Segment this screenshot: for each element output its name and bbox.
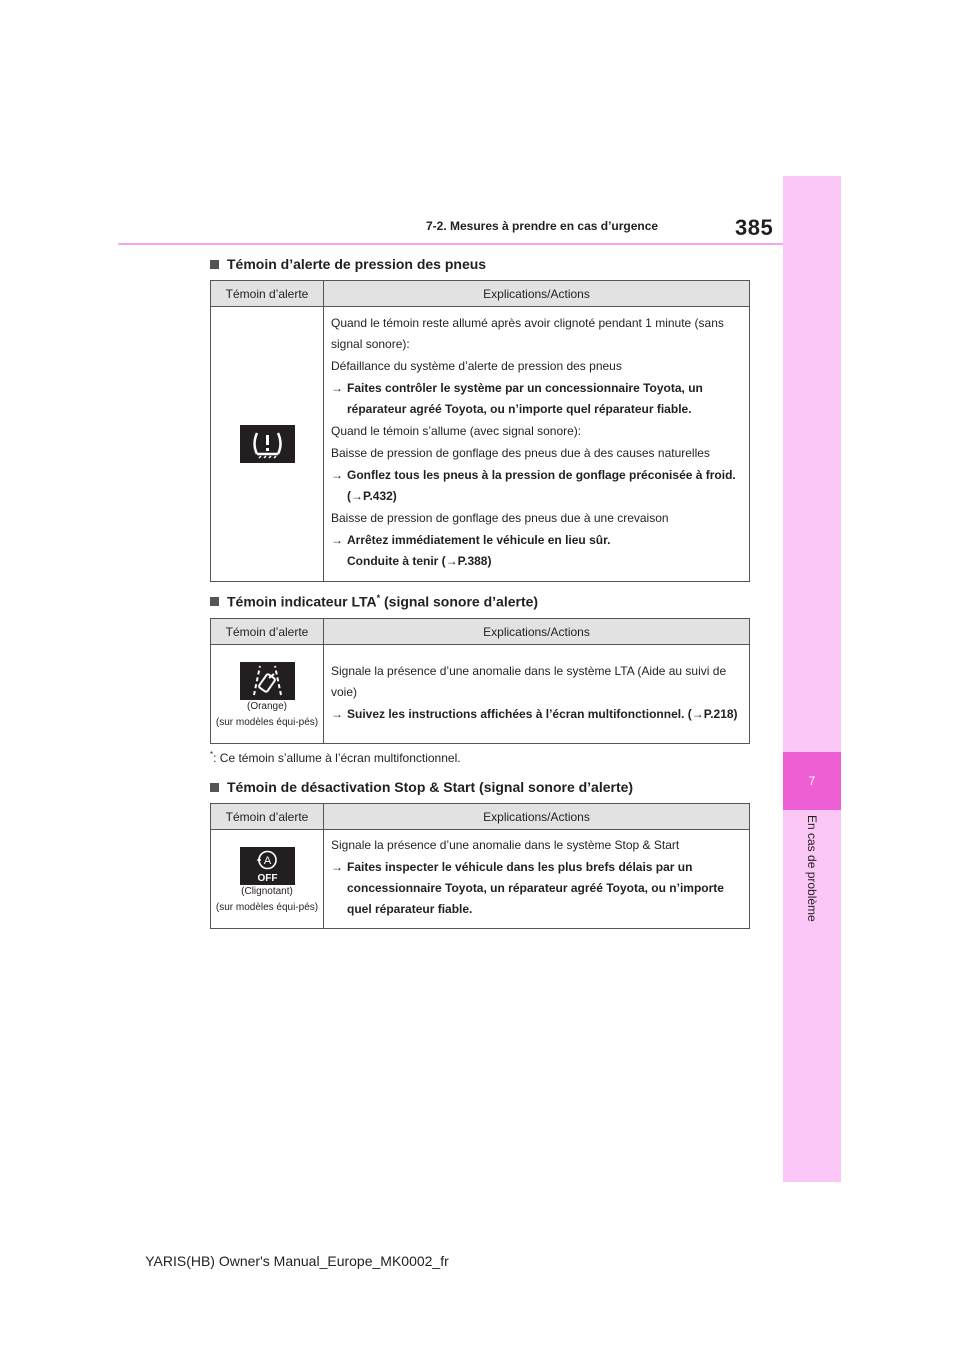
explanation-cell	[324, 830, 750, 929]
explanation-text: Défaillance du système d’alerte de pression des pneus	[331, 359, 622, 373]
action-text: Gonflez tous les pneus à la pression de gonflage préconisée à froid. (→P.432)	[347, 468, 736, 503]
chapter-title: En cas de problème	[805, 815, 819, 922]
block-title: Témoin d’alerte de pression des pneus	[227, 256, 487, 272]
block-heading	[210, 779, 633, 795]
arrow-icon: →	[331, 533, 343, 547]
action-item	[331, 704, 743, 725]
block-heading	[210, 593, 538, 610]
col-header: Explications/Actions	[324, 804, 750, 830]
lane-tracing-assist-icon	[240, 662, 295, 700]
action-item	[331, 465, 743, 507]
footnote	[210, 750, 461, 765]
arrow-icon: →	[331, 381, 343, 395]
explanation-text: Signale la présence d’une anomalie dans le système LTA (Aide au suivi de voie)	[331, 663, 727, 699]
footer-text: YARIS(HB) Owner's Manual_Europe_MK0002_fr	[145, 1253, 449, 1269]
explanation-text: Signale la présence d’une anomalie dans le système Stop & Start	[331, 838, 680, 852]
block-title-rest: (signal sonore d’alerte)	[380, 593, 539, 610]
arrow-icon: →	[331, 706, 343, 721]
footnote-mark: *	[376, 593, 381, 603]
bullet-square-icon	[210, 597, 219, 606]
footnote-text: : Ce témoin s’allume à l’écran multifonctionnel.	[213, 751, 461, 765]
warning-table	[210, 618, 750, 744]
icon-label: OFF	[257, 872, 277, 884]
page-number: 385	[735, 215, 774, 240]
action-item	[331, 378, 743, 420]
warning-table	[210, 280, 750, 582]
explanation-text: Quand le témoin reste allumé après avoir clignoté pendant 1 minute (sans signal sonore):	[331, 316, 724, 351]
explanation-text: Quand le témoin s’allume (avec signal sonore):	[331, 424, 582, 438]
block-title: Témoin indicateur LTA	[227, 593, 377, 610]
action-text: Conduite à tenir (→P.388)	[347, 554, 492, 568]
icon-caption: (Clignotant)	[241, 885, 293, 897]
col-header: Explications/Actions	[324, 619, 750, 645]
col-header: Témoin d’alerte	[211, 619, 324, 645]
action-text: Faites contrôler le système par un concessionnaire Toyota, un réparateur agréé Toyota, ou n’importe quel réparateur fiable.	[347, 381, 703, 416]
icon-caption: (sur modèles équi-pés)	[215, 716, 319, 728]
explanation-text: Baisse de pression de gonflage des pneus due à des causes naturelles	[331, 446, 710, 460]
col-header: Explications/Actions	[324, 281, 750, 307]
col-header: Témoin d’alerte	[211, 281, 324, 307]
bullet-square-icon	[210, 783, 219, 792]
icon-cell	[211, 830, 324, 929]
tire-pressure-warning-icon	[240, 425, 295, 463]
block-title: Témoin de désactivation Stop & Start (signal sonore d’alerte)	[227, 779, 634, 795]
chapter-number-box	[783, 752, 841, 810]
section-title: 7-2. Mesures à prendre en cas d’urgence	[426, 219, 659, 233]
action-text: Arrêtez immédiatement le véhicule en lieu sûr.	[347, 533, 611, 547]
icon-caption: (sur modèles équi-pés)	[215, 901, 319, 913]
header-rule	[118, 243, 783, 245]
action-text: Faites inspecter le véhicule dans les plus brefs délais par un concessionnaire Toyota, un réparateur agréé Toyota, ou n’importe quel réparateur fiable.	[347, 860, 724, 916]
chapter-side-tab	[783, 176, 841, 1182]
arrow-icon: →	[331, 860, 343, 874]
bullet-square-icon	[210, 260, 219, 269]
explanation-cell	[324, 307, 750, 582]
chapter-number: 7	[808, 774, 816, 788]
action-text: Suivez les instructions affichées à l’écran multifonctionnel. (→P.218)	[347, 706, 738, 721]
footnote-mark: *	[210, 750, 214, 759]
icon-cell	[211, 645, 324, 744]
icon-letter: A	[263, 854, 271, 867]
col-header: Témoin d’alerte	[211, 804, 324, 830]
icon-cell	[211, 307, 324, 582]
stop-start-off-icon	[240, 847, 295, 885]
action-item	[331, 857, 743, 920]
explanation-cell	[324, 645, 750, 744]
explanation-text: Baisse de pression de gonflage des pneus due à une crevaison	[331, 511, 669, 525]
icon-caption: (Orange)	[246, 700, 287, 712]
block-heading	[210, 256, 486, 272]
arrow-icon: →	[331, 468, 343, 482]
action-item	[331, 530, 743, 572]
warning-table	[210, 803, 750, 929]
